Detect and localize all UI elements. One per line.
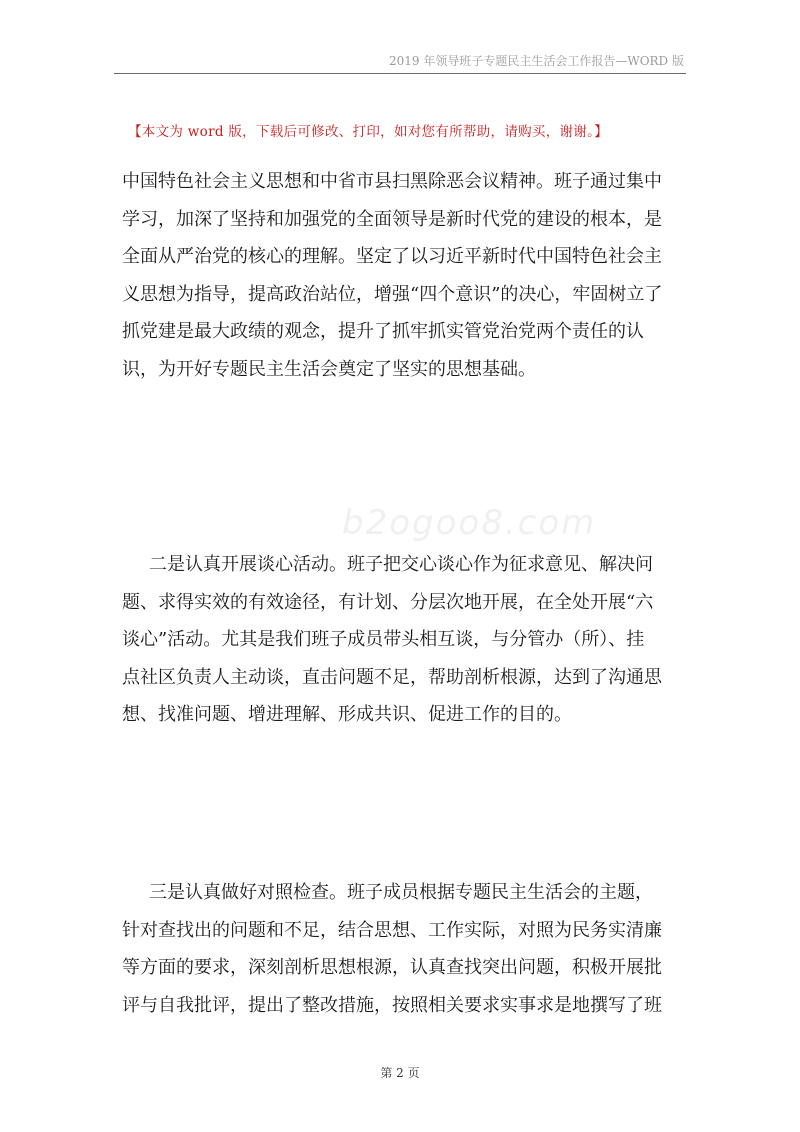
paragraph-line: 三是认真做好对照检查。班子成员根据专题民主生活会的主题，: [149, 882, 653, 903]
paragraph-line: 针对查找出的问题和不足，结合思想、工作实际，对照为民务实清廉: [122, 919, 662, 941]
paragraph-line: 评与自我批评，提出了整改措施，按照相关要求实事求是地撰写了班: [122, 994, 662, 1016]
paragraph-self-examination: [122, 874, 690, 1024]
paragraph-line: 想、找准问题、增进理解、形成共识、促进工作的目的。: [122, 704, 572, 725]
paragraph-line: 抓党建是最大政绩的观念，提升了抓牢抓实管党治党两个责任的认: [122, 321, 644, 342]
paragraph-line: 点社区负责人主动谈，直击问题不足，帮助剖析根源，达到了沟通思: [122, 666, 662, 688]
document-header-title: 2019 年领导班子专题民主生活会工作报告—WORD 版: [389, 54, 684, 68]
paragraph-continuation: [122, 163, 690, 388]
paragraph-line: 二是认真开展谈心活动。班子把交心谈心作为征求意见、解决问: [149, 554, 653, 575]
paragraph-line: 识，为开好专题民主生活会奠定了坚实的思想基础。: [122, 358, 536, 380]
watermark: b2ogoo8.com: [342, 503, 597, 543]
paragraph-line: 等方面的要求，深刻剖析思想根源，认真查找突出问题，积极开展批: [122, 957, 662, 978]
paragraph-line: 中国特色社会主义思想和中省市县扫黑除恶会议精神。班子通过集中: [122, 171, 662, 192]
paragraph-line: 义思想为指导，提高政治站位，增强“四个意识”的决心，牢固树立了: [122, 283, 663, 305]
paragraph-line: 谈心”活动。尤其是我们班子成员带头相互谈，与分管办（所）、挂: [122, 629, 645, 650]
header-divider: [114, 73, 686, 74]
paragraph-line: 全面从严治党的核心的理解。坚定了以习近平新时代中国特色社会主: [122, 246, 662, 267]
paragraph-heart-to-heart-talks: [122, 546, 690, 734]
download-notice: 【本文为 word 版，下载后可修改、打印，如对您有所帮助，请购买，谢谢。】: [128, 124, 609, 140]
page-number: 第 2 页: [380, 1066, 420, 1080]
paragraph-line: 学习，加深了坚持和加强党的全面领导是新时代党的建设的根本，是: [122, 208, 662, 230]
paragraph-line: 题、求得实效的有效途径，有计划、分层次地开展，在全处开展“六: [122, 591, 654, 613]
